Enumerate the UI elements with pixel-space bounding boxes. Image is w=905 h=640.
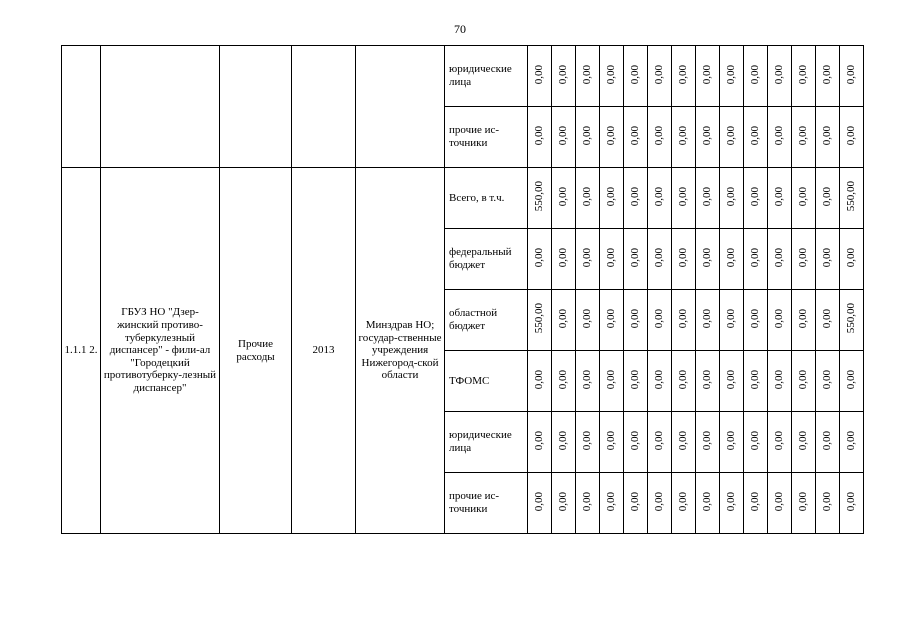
value-text: 0,00 [653, 186, 666, 206]
source-cell: федеральный бюджет [445, 229, 528, 290]
value-cell [840, 351, 864, 412]
value-cell [768, 229, 792, 290]
value-cell [840, 168, 864, 229]
value-cell [792, 107, 816, 168]
value-cell [720, 351, 744, 412]
value-cell [696, 229, 720, 290]
source-cell: ТФОМС [445, 351, 528, 412]
value-cell [624, 412, 648, 473]
empty-cell [220, 46, 292, 168]
value-cell [576, 351, 600, 412]
value-text: 0,00 [557, 430, 570, 450]
value-cell [768, 46, 792, 107]
value-cell [672, 107, 696, 168]
value-cell [696, 473, 720, 534]
value-text: 0,00 [557, 125, 570, 145]
value-cell [600, 168, 624, 229]
value-cell [696, 168, 720, 229]
value-cell [840, 473, 864, 534]
value-cell [552, 412, 576, 473]
value-cell [720, 168, 744, 229]
value-text: 0,00 [845, 430, 858, 450]
value-cell [744, 473, 768, 534]
value-text: 0,00 [773, 430, 786, 450]
value-cell [528, 107, 552, 168]
value-cell [696, 412, 720, 473]
value-cell [576, 290, 600, 351]
value-cell [648, 46, 672, 107]
value-text: 0,00 [845, 64, 858, 84]
value-cell [744, 229, 768, 290]
value-text: 0,00 [629, 64, 642, 84]
value-cell [840, 107, 864, 168]
value-cell [792, 412, 816, 473]
value-text: 0,00 [725, 308, 738, 328]
value-text: 0,00 [749, 247, 762, 267]
item-organization: Минздрав НО; государ-ственные учреждения Нижегород-ской области [356, 168, 445, 534]
value-text: 0,00 [605, 186, 618, 206]
value-text: 0,00 [653, 491, 666, 511]
value-cell [840, 229, 864, 290]
value-text: 0,00 [629, 186, 642, 206]
value-cell [720, 473, 744, 534]
empty-cell [62, 46, 101, 168]
value-text: 0,00 [701, 491, 714, 511]
value-text: 0,00 [533, 369, 546, 389]
value-cell [600, 473, 624, 534]
value-text: 0,00 [797, 247, 810, 267]
value-text: 0,00 [725, 125, 738, 145]
value-text: 0,00 [773, 369, 786, 389]
value-cell [672, 46, 696, 107]
value-text: 0,00 [605, 125, 618, 145]
value-cell [696, 107, 720, 168]
value-text: 0,00 [725, 369, 738, 389]
value-text: 0,00 [677, 369, 690, 389]
budget-table [61, 45, 864, 534]
value-cell [552, 473, 576, 534]
value-cell [600, 351, 624, 412]
value-text: 0,00 [725, 491, 738, 511]
value-text: 0,00 [581, 247, 594, 267]
empty-cell [356, 46, 445, 168]
value-text: 0,00 [701, 430, 714, 450]
value-cell [600, 229, 624, 290]
value-cell [672, 229, 696, 290]
value-text: 0,00 [677, 186, 690, 206]
value-cell [624, 473, 648, 534]
value-text: 0,00 [653, 125, 666, 145]
empty-cell [101, 46, 220, 168]
value-cell [672, 290, 696, 351]
value-cell [576, 107, 600, 168]
value-text: 0,00 [725, 430, 738, 450]
value-cell [720, 229, 744, 290]
value-cell [648, 412, 672, 473]
value-cell [840, 290, 864, 351]
value-text: 0,00 [605, 491, 618, 511]
value-cell [816, 168, 840, 229]
value-cell [720, 46, 744, 107]
value-cell [624, 290, 648, 351]
value-text: 0,00 [581, 125, 594, 145]
value-cell [624, 229, 648, 290]
value-cell [552, 46, 576, 107]
value-text: 0,00 [749, 430, 762, 450]
table-body [62, 46, 864, 534]
value-cell [552, 351, 576, 412]
value-cell [744, 412, 768, 473]
source-cell: юридические лица [445, 412, 528, 473]
value-text: 0,00 [677, 247, 690, 267]
value-cell [792, 473, 816, 534]
value-cell [576, 229, 600, 290]
value-text: 0,00 [725, 247, 738, 267]
value-text: 0,00 [557, 186, 570, 206]
value-text: 550,00 [533, 303, 546, 334]
value-cell [768, 168, 792, 229]
value-text: 550,00 [533, 181, 546, 212]
value-text: 0,00 [773, 247, 786, 267]
value-cell [648, 473, 672, 534]
value-text: 0,00 [533, 247, 546, 267]
value-text: 0,00 [677, 125, 690, 145]
value-cell [672, 168, 696, 229]
value-text: 0,00 [749, 491, 762, 511]
value-cell [648, 351, 672, 412]
value-cell [816, 290, 840, 351]
value-text: 0,00 [701, 369, 714, 389]
value-text: 0,00 [629, 430, 642, 450]
value-text: 0,00 [653, 247, 666, 267]
value-cell [552, 168, 576, 229]
value-text: 0,00 [557, 491, 570, 511]
value-cell [768, 351, 792, 412]
value-text: 0,00 [581, 64, 594, 84]
table-row [62, 168, 864, 229]
page-number: 70 [454, 22, 466, 36]
value-cell [624, 168, 648, 229]
value-cell [528, 351, 552, 412]
value-text: 0,00 [653, 64, 666, 84]
value-cell [744, 168, 768, 229]
value-text: 0,00 [629, 308, 642, 328]
value-text: 0,00 [797, 125, 810, 145]
value-cell [528, 168, 552, 229]
value-text: 0,00 [677, 491, 690, 511]
value-cell [648, 229, 672, 290]
value-cell [672, 351, 696, 412]
value-cell [576, 412, 600, 473]
value-cell [768, 412, 792, 473]
value-cell [792, 290, 816, 351]
value-cell [528, 412, 552, 473]
value-cell [792, 229, 816, 290]
value-cell [648, 290, 672, 351]
value-cell [648, 107, 672, 168]
value-cell [600, 290, 624, 351]
value-cell [696, 46, 720, 107]
value-text: 550,00 [845, 181, 858, 212]
value-text: 0,00 [557, 247, 570, 267]
value-text: 0,00 [629, 491, 642, 511]
value-cell [768, 473, 792, 534]
value-cell [720, 107, 744, 168]
value-cell [816, 473, 840, 534]
value-text: 0,00 [821, 186, 834, 206]
value-cell [816, 107, 840, 168]
value-text: 0,00 [533, 430, 546, 450]
value-cell [672, 412, 696, 473]
value-cell [576, 473, 600, 534]
value-text: 0,00 [677, 64, 690, 84]
value-cell [576, 46, 600, 107]
value-text: 0,00 [797, 369, 810, 389]
value-text: 0,00 [701, 308, 714, 328]
value-cell [720, 412, 744, 473]
value-text: 0,00 [533, 125, 546, 145]
value-cell [696, 351, 720, 412]
value-cell [816, 351, 840, 412]
value-cell [600, 46, 624, 107]
value-cell [552, 107, 576, 168]
value-text: 0,00 [653, 369, 666, 389]
value-cell [624, 107, 648, 168]
value-cell [672, 473, 696, 534]
value-text: 0,00 [725, 186, 738, 206]
value-cell [576, 168, 600, 229]
value-text: 0,00 [581, 369, 594, 389]
value-cell [720, 290, 744, 351]
source-cell: Всего, в т.ч. [445, 168, 528, 229]
value-cell [528, 473, 552, 534]
value-text: 0,00 [773, 125, 786, 145]
value-cell [744, 351, 768, 412]
item-year: 2013 [292, 168, 356, 534]
value-text: 0,00 [701, 64, 714, 84]
value-text: 0,00 [653, 430, 666, 450]
value-text: 0,00 [773, 491, 786, 511]
value-text: 0,00 [701, 247, 714, 267]
value-cell [792, 168, 816, 229]
value-text: 0,00 [773, 186, 786, 206]
value-cell [600, 107, 624, 168]
value-cell [768, 107, 792, 168]
value-text: 0,00 [821, 308, 834, 328]
value-text: 0,00 [701, 125, 714, 145]
empty-cell [292, 46, 356, 168]
value-text: 0,00 [797, 430, 810, 450]
value-text: 550,00 [845, 303, 858, 334]
value-cell [528, 229, 552, 290]
value-text: 0,00 [845, 491, 858, 511]
value-cell [840, 46, 864, 107]
value-cell [792, 46, 816, 107]
value-text: 0,00 [821, 369, 834, 389]
value-cell [528, 290, 552, 351]
value-cell [744, 46, 768, 107]
value-text: 0,00 [749, 64, 762, 84]
source-cell: областной бюджет [445, 290, 528, 351]
value-text: 0,00 [821, 247, 834, 267]
value-text: 0,00 [629, 369, 642, 389]
value-cell [816, 229, 840, 290]
value-text: 0,00 [749, 308, 762, 328]
value-text: 0,00 [749, 186, 762, 206]
value-cell [768, 290, 792, 351]
value-text: 0,00 [821, 491, 834, 511]
value-text: 0,00 [821, 430, 834, 450]
value-cell [840, 412, 864, 473]
value-text: 0,00 [797, 186, 810, 206]
value-text: 0,00 [725, 64, 738, 84]
value-text: 0,00 [605, 247, 618, 267]
value-text: 0,00 [605, 308, 618, 328]
value-cell [792, 351, 816, 412]
value-text: 0,00 [749, 125, 762, 145]
value-text: 0,00 [533, 64, 546, 84]
value-text: 0,00 [845, 247, 858, 267]
value-cell [624, 351, 648, 412]
value-text: 0,00 [821, 64, 834, 84]
value-text: 0,00 [749, 369, 762, 389]
value-cell [744, 290, 768, 351]
value-cell [552, 229, 576, 290]
value-text: 0,00 [557, 308, 570, 328]
value-cell [816, 46, 840, 107]
value-text: 0,00 [677, 308, 690, 328]
value-text: 0,00 [605, 369, 618, 389]
value-text: 0,00 [845, 125, 858, 145]
value-text: 0,00 [581, 491, 594, 511]
value-text: 0,00 [773, 64, 786, 84]
value-cell [624, 46, 648, 107]
value-text: 0,00 [845, 369, 858, 389]
value-text: 0,00 [797, 491, 810, 511]
value-text: 0,00 [605, 430, 618, 450]
value-cell [528, 46, 552, 107]
value-text: 0,00 [605, 64, 618, 84]
value-text: 0,00 [581, 308, 594, 328]
value-cell [648, 168, 672, 229]
value-text: 0,00 [557, 369, 570, 389]
value-text: 0,00 [629, 247, 642, 267]
value-text: 0,00 [677, 430, 690, 450]
value-text: 0,00 [797, 64, 810, 84]
source-cell: прочие ис-точники [445, 107, 528, 168]
source-cell: прочие ис-точники [445, 473, 528, 534]
value-cell [552, 290, 576, 351]
value-cell [816, 412, 840, 473]
value-text: 0,00 [701, 186, 714, 206]
item-name: ГБУЗ НО "Дзер-жинский противо-туберкулезный диспансер" - фили-ал "Городецкий противотуберку-лезный диспансер" [101, 168, 220, 534]
value-cell [600, 412, 624, 473]
item-number: 1.1.1 2. [62, 168, 101, 534]
table-row [62, 46, 864, 107]
value-cell [696, 290, 720, 351]
value-text: 0,00 [533, 491, 546, 511]
value-text: 0,00 [629, 125, 642, 145]
value-text: 0,00 [581, 430, 594, 450]
value-text: 0,00 [797, 308, 810, 328]
value-cell [744, 107, 768, 168]
source-cell: юридические лица [445, 46, 528, 107]
value-text: 0,00 [653, 308, 666, 328]
value-text: 0,00 [821, 125, 834, 145]
value-text: 0,00 [773, 308, 786, 328]
expense-type: Прочие расходы [220, 168, 292, 534]
value-text: 0,00 [557, 64, 570, 84]
value-text: 0,00 [581, 186, 594, 206]
